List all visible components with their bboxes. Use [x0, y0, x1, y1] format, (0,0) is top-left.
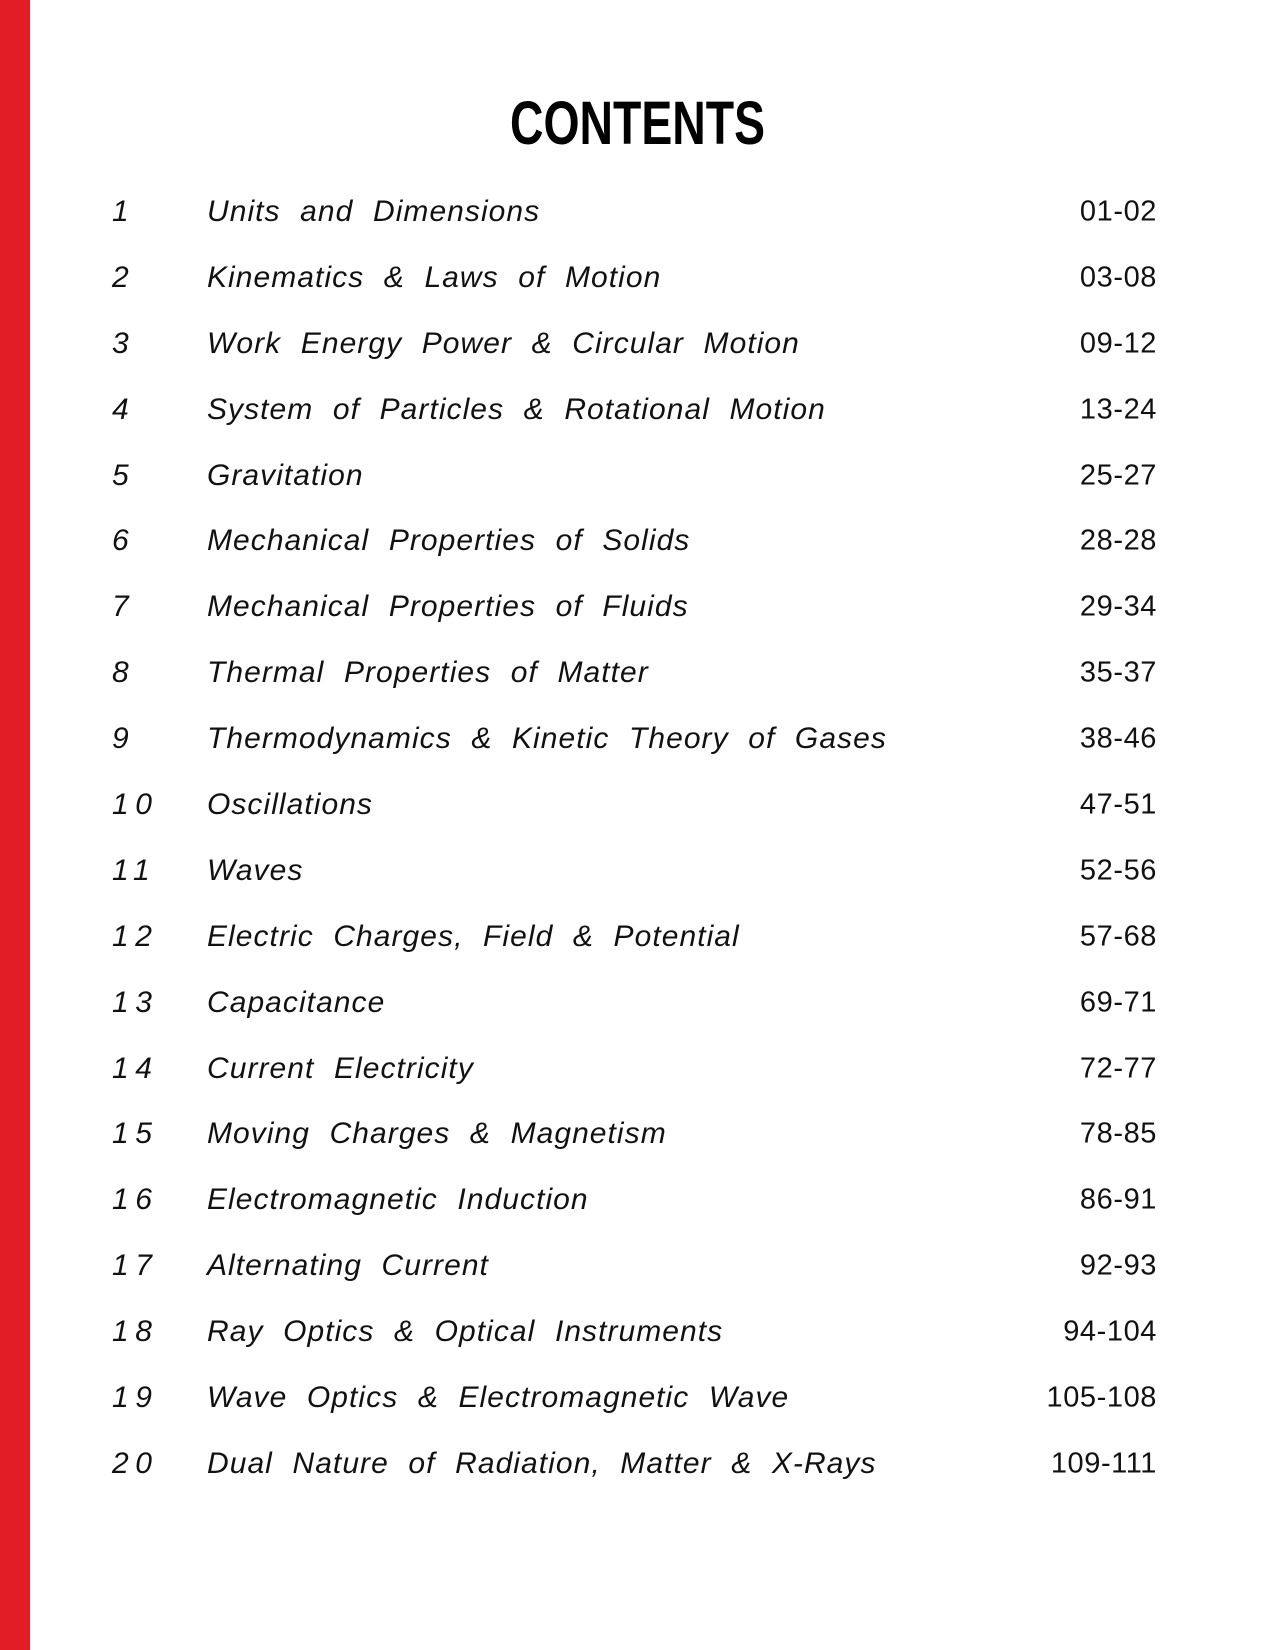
toc-entry-pages: 13-24: [1079, 393, 1157, 426]
toc-entry-pages: 03-08: [1079, 261, 1157, 294]
toc-entry-title: Wave Optics & Electromagnetic Wave: [207, 1380, 790, 1414]
toc-row: [0, 706, 1275, 772]
toc-entry-pages: 38-46: [1079, 722, 1157, 755]
toc-entry-number: 4: [112, 392, 136, 426]
toc-entry-pages: 109-111: [1050, 1447, 1157, 1480]
toc-entry-number: 16: [112, 1183, 159, 1217]
toc-entry-number: 19: [112, 1380, 159, 1414]
toc-entry-pages: 47-51: [1079, 788, 1157, 821]
toc-entry-number: 2: [112, 260, 136, 294]
toc-entry-number: 1: [112, 194, 136, 228]
toc-entry-number: 3: [112, 326, 136, 360]
toc-row: [0, 1299, 1275, 1365]
toc-entry-pages: 28-28: [1079, 524, 1157, 557]
toc-row: [0, 1036, 1275, 1102]
toc-entry-title: Ray Optics & Optical Instruments: [207, 1315, 724, 1349]
toc-entry-title: Alternating Current: [207, 1249, 489, 1283]
toc-row: [0, 838, 1275, 904]
toc-entry-title: Thermodynamics & Kinetic Theory of Gases: [207, 722, 887, 756]
toc-entry-pages: 94-104: [1063, 1315, 1157, 1348]
toc-row: [0, 1101, 1275, 1167]
toc-entry-number: 18: [112, 1315, 159, 1349]
toc-entry-title: Moving Charges & Magnetism: [207, 1117, 667, 1151]
toc-entry-number: 10: [112, 787, 159, 821]
toc-entry-pages: 105-108: [1046, 1381, 1157, 1414]
toc-row: [0, 640, 1275, 706]
toc-row: [0, 179, 1275, 245]
toc-entry-number: 14: [112, 1051, 159, 1085]
toc-entry-pages: 09-12: [1079, 327, 1157, 360]
toc-entry-number: 20: [112, 1446, 159, 1480]
toc-entry-pages: 29-34: [1079, 590, 1157, 623]
toc-entry-pages: 52-56: [1079, 854, 1157, 887]
toc-entry-title: Kinematics & Laws of Motion: [207, 260, 662, 294]
toc-entry-number: 17: [112, 1249, 159, 1283]
toc-row: [0, 1233, 1275, 1299]
toc-entry-pages: 35-37: [1079, 656, 1157, 689]
toc-entry-title: Mechanical Properties of Solids: [207, 524, 691, 558]
toc-entry-title: System of Particles & Rotational Motion: [207, 392, 826, 426]
toc-entry-title: Oscillations: [207, 787, 373, 821]
toc-entry-title: Gravitation: [207, 458, 364, 492]
page-title: CONTENTS: [510, 89, 765, 157]
toc-entry-title: Work Energy Power & Circular Motion: [207, 326, 800, 360]
toc-entry-title: Mechanical Properties of Fluids: [207, 590, 689, 624]
toc-entry-title: Thermal Properties of Matter: [207, 656, 649, 690]
toc-entry-pages: 92-93: [1079, 1249, 1157, 1282]
toc-entry-title: Capacitance: [207, 985, 386, 1019]
toc-entry-number: 13: [112, 985, 159, 1019]
toc-entry-pages: 25-27: [1079, 459, 1157, 491]
toc-row: [0, 377, 1275, 443]
toc-entry-number: 5: [112, 458, 136, 492]
toc-entry-pages: 01-02: [1079, 195, 1157, 228]
toc-row: [0, 443, 1275, 509]
toc-entry-title: Waves: [207, 853, 304, 887]
toc-row: [0, 904, 1275, 970]
toc-entry-number: 12: [112, 919, 159, 953]
toc-entry-number: 15: [112, 1117, 159, 1151]
toc-entry-pages: 78-85: [1079, 1117, 1157, 1150]
toc-row: [0, 574, 1275, 640]
toc-entry-pages: 72-77: [1079, 1052, 1157, 1085]
toc-list: [0, 179, 1275, 1497]
toc-entry-pages: 86-91: [1079, 1183, 1157, 1216]
toc-row: [0, 772, 1275, 838]
toc-row: [0, 508, 1275, 574]
toc-entry-title: Electric Charges, Field & Potential: [207, 919, 740, 953]
toc-entry-title: Dual Nature of Radiation, Matter & X-Rays: [207, 1446, 877, 1480]
toc-row: [0, 311, 1275, 377]
toc-row: [0, 245, 1275, 311]
toc-row: [0, 1365, 1275, 1431]
toc-row: [0, 970, 1275, 1036]
toc-entry-number: 6: [112, 524, 136, 558]
toc-entry-number: 7: [112, 590, 136, 624]
toc-row: [0, 1431, 1275, 1497]
toc-entry-title: Units and Dimensions: [207, 194, 541, 228]
toc-entry-pages: 57-68: [1079, 920, 1157, 953]
toc-entry-title: Electromagnetic Induction: [207, 1183, 589, 1217]
toc-entry-number: 8: [112, 656, 136, 690]
toc-row: [0, 1167, 1275, 1233]
toc-entry-pages: 69-71: [1079, 986, 1157, 1019]
toc-entry-number: 9: [112, 722, 136, 756]
toc-entry-number: 11: [112, 853, 157, 887]
toc-entry-title: Current Electricity: [207, 1051, 474, 1085]
